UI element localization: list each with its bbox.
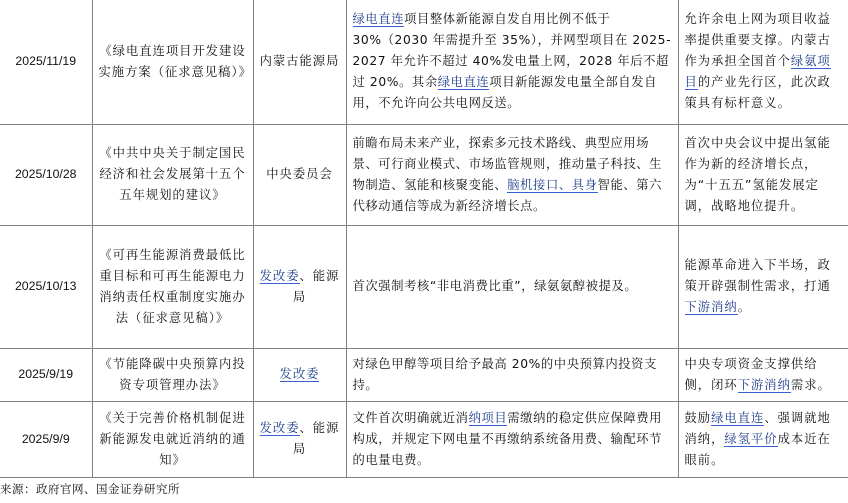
highlight-link[interactable]: 脑机接口、具身 [507,177,598,192]
department-text: 、能源局 [292,268,340,304]
content-cell [346,0,678,124]
highlight-link[interactable]: 绿电直连 [352,12,405,27]
impact-cell: 首次中央会议中提出氢能作为新的经济增长点，为“十五五”氢能发展定调，战略地位提升。 [678,124,848,225]
department-text: 、能源局 [292,421,340,456]
impact-text: 、强调就地消纳， [684,410,831,446]
highlight-link[interactable]: 绿氢平价 [724,431,778,446]
impact-text: 的产业先行区，此次政策具有标杆意义。 [684,75,831,111]
impact-text: 中央专项资金支撑供给侧，闭环 [684,356,818,392]
date-cell: 2025/11/19 [0,0,92,124]
date-cell: 2025/10/28 [0,124,92,225]
content-text: 前瞻布局未来产业，探索多元技术路线、典型应用场景、可行商业模式、市场监管规则，推动量子科技、生物制造、氢能和核聚变能、 [352,135,663,192]
content-cell: 对绿色甲醇等项目给予最高 20%的中央预算内投资支持。 [346,348,678,401]
highlight-link[interactable]: 下游消纳 [684,300,738,314]
highlight-link[interactable]: 发改委 [259,421,300,435]
impact-cell [678,348,848,401]
highlight-link[interactable]: 绿电直连 [437,75,490,90]
impact-text: 鼓励 [684,410,712,425]
highlight-link[interactable]: 发改委 [259,268,300,283]
highlight-link[interactable]: 纳项目 [468,410,508,425]
content-cell: 首次强制考核“非电消费比重”，绿氨氨醇被提及。 [346,225,678,348]
content-cell [346,124,678,225]
department-cell [253,348,346,401]
department-cell [253,401,346,477]
impact-cell [678,225,848,348]
source-note: 来源：政府官网、国金证券研究所 [0,482,180,496]
impact-cell [678,0,848,124]
impact-text: 。 [737,300,752,314]
highlight-link[interactable]: 绿氨项目 [684,54,831,90]
table-row [0,401,848,477]
department-cell: 中央委员会 [253,124,346,225]
content-text: 项目新能源发电量全部自发自用，不允许向公共电网反送。 [352,75,657,111]
table-row [0,124,848,225]
content-cell [346,401,678,477]
date-cell: 2025/9/19 [0,348,92,401]
policy-title-cell: 《关于完善价格机制促进新能源发电就近消纳的通知》 [92,401,253,477]
impact-text: 允许余电上网为项目收益率提供重要支撑。内蒙古作为承担全国首个 [684,12,831,69]
impact-cell [678,401,848,477]
highlight-link[interactable]: 下游消纳 [737,377,791,392]
impact-text: 能源革命进入下半场，政策开辟强制性需求，打通 [684,258,831,293]
date-cell: 2025/10/13 [0,225,92,348]
content-text: 项目整体新能源自发自用比例不低于30%（2030 年需提升至 35%），并网型项目在 2025-2027 年允许不超过 40%发电量上网，2028 年后不超过 20%。其余 [352,12,672,90]
department-cell [253,225,346,348]
policy-title-cell: 《节能降碳中央预算内投资专项管理办法》 [92,348,253,401]
content-text: 智能、第六代移动通信等成为新经济增长点。 [352,177,663,213]
table-row [0,0,848,124]
policy-title-cell: 《中共中央关于制定国民经济和社会发展第十五个五年规划的建议》 [92,124,253,225]
table-row [0,348,848,401]
table-row [0,225,848,348]
highlight-link[interactable]: 绿电直连 [711,410,765,425]
department-cell: 内蒙古能源局 [253,0,346,124]
impact-text: 成本近在眼前。 [684,431,831,467]
content-text: 文件首次明确就近消 [352,410,469,425]
policy-title-cell: 《可再生能源消费最低比重目标和可再生能源电力消纳责任权重制度实施办法（征求意见稿）》 [92,225,253,348]
date-cell: 2025/9/9 [0,401,92,477]
highlight-link[interactable]: 发改委 [279,367,320,381]
content-text: 需缴纳的稳定供应保障费用构成，并规定下网电量不再缴纳系统备用费、输配环节的电量电费。 [352,410,663,467]
impact-text: 需求。 [790,377,831,392]
policy-title-cell: 《绿电直连项目开发建设实施方案（征求意见稿）》 [92,0,253,124]
